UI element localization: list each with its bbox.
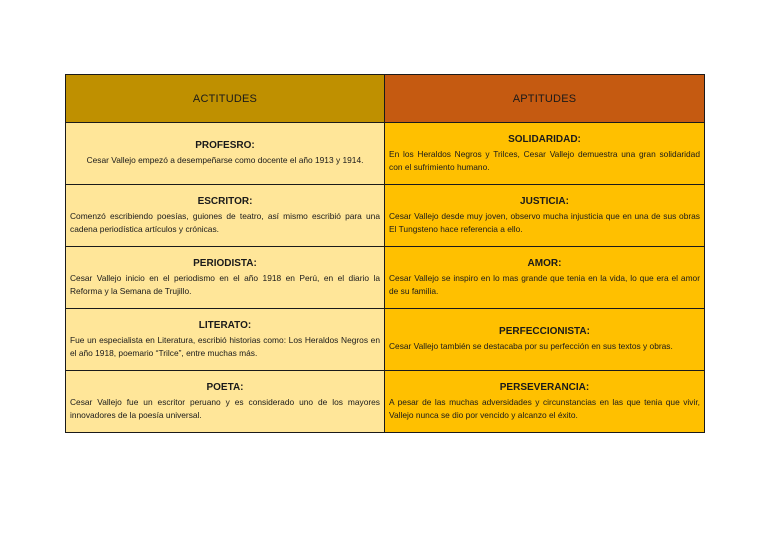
actitud-title: PROFESRO: <box>195 140 255 151</box>
aptitud-cell <box>385 371 705 433</box>
actitud-cell <box>66 185 385 247</box>
actitud-cell <box>66 123 385 185</box>
aptitud-cell <box>385 123 705 185</box>
header-actitudes: ACTITUDES <box>66 75 385 123</box>
aptitud-text: Cesar Vallejo se inspiro en lo mas grande que tenia en la vida, lo que era el amor de su familia. <box>389 272 700 296</box>
aptitud-text: Cesar Vallejo también se destacaba por su perfección en sus textos y obras. <box>389 341 673 351</box>
table-row <box>66 309 705 371</box>
actitud-title: POETA: <box>206 381 244 393</box>
header-aptitudes: APTITUDES <box>385 75 705 123</box>
table-row <box>66 247 705 309</box>
actitud-title: LITERATO: <box>198 319 252 331</box>
actitud-cell <box>66 309 385 371</box>
aptitud-cell <box>385 247 705 309</box>
table-header-row <box>66 75 705 123</box>
table-row <box>66 371 705 433</box>
aptitud-title: JUSTICIA: <box>520 195 569 207</box>
actitud-text: Cesar Vallejo inicio en el periodismo en el año 1918 en Perú, en el diario la Reforma y la Semana de Trujillo. <box>70 272 380 296</box>
aptitud-text: A pesar de las muchas adversidades y circunstancias en las que tenia que vivir, Vallejo nunca se dio por vencido y alcanzo el éxito. <box>389 396 700 420</box>
aptitud-text: Cesar Vallejo desde muy joven, observo mucha injusticia que en una de sus obras El Tungsteno hace referencia a ello. <box>389 210 700 234</box>
aptitud-cell <box>385 185 705 247</box>
actitud-cell <box>66 371 385 433</box>
actitud-text: Comenzó escribiendo poesías, guiones de teatro, así mismo escribió para una cadena periodística artículos y crónicas. <box>70 210 380 234</box>
aptitud-title: PERSEVERANCIA: <box>499 381 590 393</box>
aptitud-title: PERFECCIONISTA: <box>499 326 590 337</box>
actitud-title: PERIODISTA: <box>193 257 257 269</box>
table-row <box>66 123 705 185</box>
actitud-title: ESCRITOR: <box>197 195 253 207</box>
table-row <box>66 185 705 247</box>
aptitud-title: AMOR: <box>527 257 562 269</box>
actitud-text: Cesar Vallejo fue un escritor peruano y es considerado uno de los mayores innovadores de la poesía universal. <box>70 396 380 420</box>
aptitud-cell <box>385 309 705 371</box>
actitud-text: Fue un especialista en Literatura, escribió historias como: Los Heraldos Negros en el año 1918, poemario “Trilce”, entre muchas más. <box>70 334 380 358</box>
aptitud-title: SOLIDARIDAD: <box>508 133 581 145</box>
aptitud-text: En los Heraldos Negros y Trilces, Cesar Vallejo demuestra una gran solidaridad con el sufrimiento humano. <box>389 148 700 172</box>
actitud-text: Cesar Vallejo empezó a desempeñarse como docente el año 1913 y 1914. <box>86 155 364 165</box>
actitud-cell <box>66 247 385 309</box>
attitudes-aptitudes-table <box>65 74 705 433</box>
